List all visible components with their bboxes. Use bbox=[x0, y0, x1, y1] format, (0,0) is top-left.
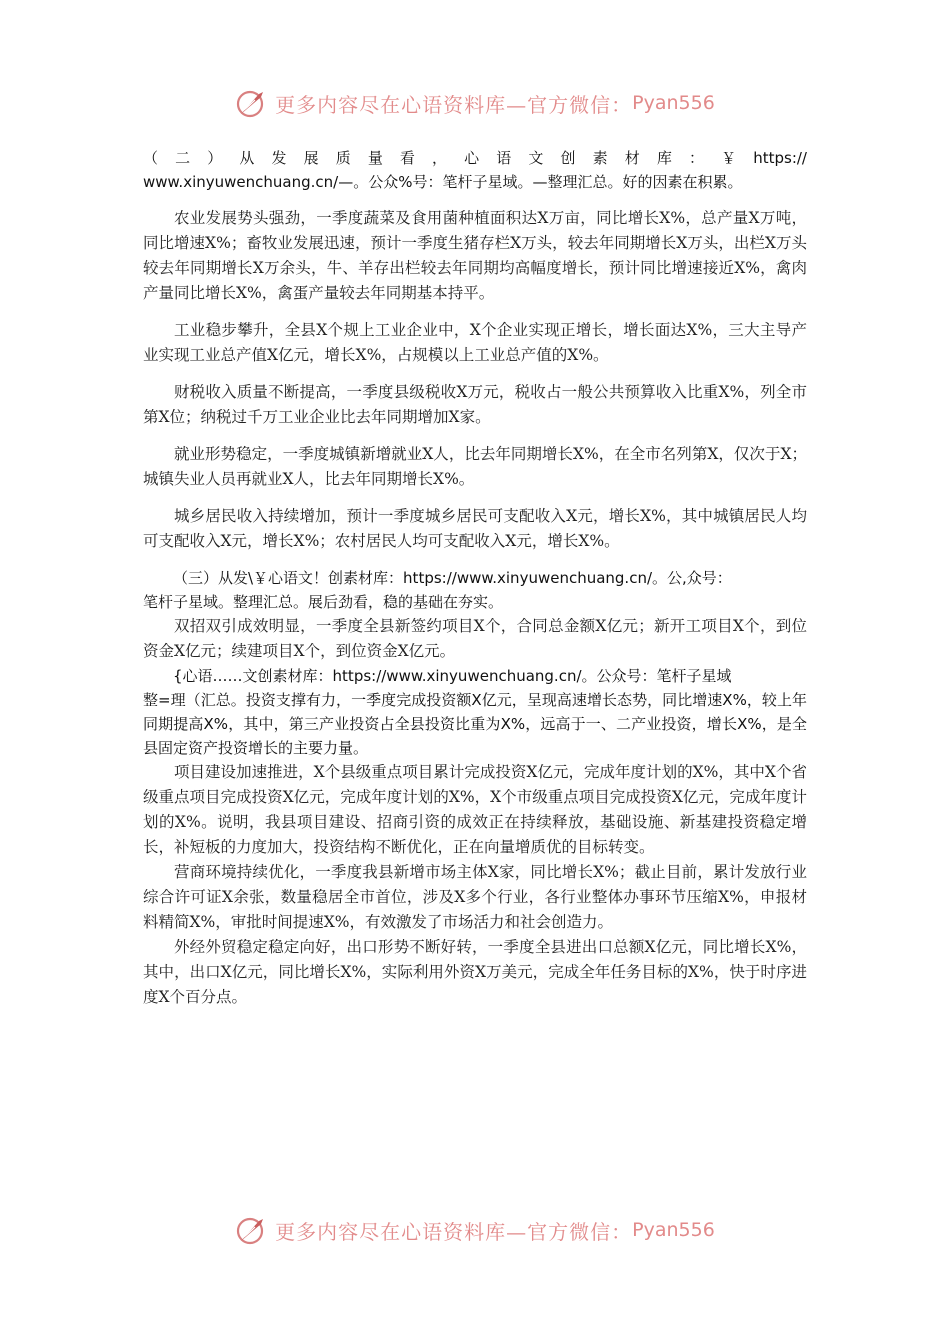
quill-pen-logo-icon bbox=[235, 1213, 269, 1247]
header-banner bbox=[0, 83, 950, 123]
banner-wechat-id: Pyan556 bbox=[632, 92, 715, 114]
section-heading-3-line2: 笔杆子星域。整理汇总。展后劲看，稳的基础在夯实。 bbox=[143, 593, 504, 611]
paragraph-income: 城乡居民收入持续增加，预计一季度城乡居民可支配收入X元，增长X%，其中城镇居民人均可支配收入X元，增长X%；农村居民人均可支配收入X元，增长X%。 bbox=[143, 507, 807, 550]
section-heading-2-line2: www.xinyuwenchuang.cn/—。公众%号：笔杆子星域。—整理汇总。好的因素在积累。 bbox=[143, 173, 743, 191]
document-body bbox=[143, 146, 807, 1010]
paragraph-employment: 就业形势稳定，一季度城镇新增就业X人，比去年同期增长X%，在全市名列第X，仅次于X；城镇失业人员再就业X人，比去年同期增长X%。 bbox=[143, 445, 807, 488]
paragraph-investment-attraction: 双招双引成效明显，一季度全县新签约项目X个，合同总金额X亿元；新开工项目X个，到位资金X亿元；续建项目X个，到位资金X亿元。 bbox=[143, 617, 807, 660]
section-heading-2-line1: （二）从发展质量看，心语文创素材库：￥https:// bbox=[143, 149, 807, 167]
paragraph-foreign-trade: 外经外贸稳定稳定向好，出口形势不断好转，一季度全县进出口总额X亿元，同比增长X%，其中，出口X亿元，同比增长X%，实际利用外资X万美元，完成全年任务目标的X%，快于时序进度X个百分点。 bbox=[143, 938, 807, 1006]
paragraph-business-environment: 营商环境持续优化，一季度我县新增市场主体X家，同比增长X%；截止目前，累计发放行业综合许可证X余张，数量稳居全市首位，涉及X多个行业，各行业整体办事环节压缩X%，申报材料精简X%，审批时间提速X%，有效激发了市场活力和社会创造力。 bbox=[143, 863, 807, 931]
paragraph-tax: 财税收入质量不断提高，一季度县级税收X万元，税收占一般公共预算收入比重X%，列全市第X位；纳税过千万工业企业比去年同期增加X家。 bbox=[143, 383, 807, 426]
paragraph-projects: 项目建设加速推进，X个县级重点项目累计完成投资X亿元，完成年度计划的X%，其中X个省级重点项目完成投资X亿元，完成年度计划的X%，X个市级重点项目完成投资X亿元，完成年度计划的X%。说明，我县项目建设、招商引资的成效正在持续释放，基础设施、新基建投资稳定增长，补短板的力度加大，投资结构不断优化，正在向量增质优的目标转变。 bbox=[143, 763, 807, 856]
banner-text: 更多内容尽在心语资料库—官方微信： bbox=[275, 1219, 633, 1244]
section-heading-3-line1: （三）从发\￥心语文！创素材库：https://www.xinyuwenchuang.cn/。公,众号： bbox=[173, 569, 732, 587]
banner-wechat-id: Pyan556 bbox=[632, 1219, 715, 1241]
paragraph-investment-rest: 整=理（汇总。投资支撑有力，一季度完成投资额X亿元，呈现高速增长态势，同比增速X%，较上年同期提高X%，其中，第三产业投资占全县投资比重为X%，远高于一、二产业投资，增长X%，是全县固定资产投资增长的主要力量。 bbox=[143, 691, 807, 757]
paragraph-agriculture: 农业发展势头强劲，一季度蔬菜及食用菌种植面积达X万亩，同比增长X%，总产量X万吨，同比增速X%；畜牧业发展迅速，预计一季度生猪存栏X万头，较去年同期增长X万头，出栏X万头较去年同期增长X万余头，牛、羊存出栏较去年同期均高幅度增长，预计同比增速接近X%，禽肉产量同比增长X%，禽蛋产量较去年同期基本持平。 bbox=[143, 209, 807, 302]
banner-text: 更多内容尽在心语资料库—官方微信： bbox=[275, 92, 633, 117]
quill-pen-logo-icon bbox=[235, 86, 269, 120]
paragraph-investment-line1: {心语……文创素材库：https://www.xinyuwenchuang.cn/。公众号：笔杆子星域 bbox=[173, 667, 732, 685]
paragraph-industry: 工业稳步攀升，全县X个规上工业企业中，X个企业实现正增长，增长面达X%，三大主导产业实现工业总产值X亿元，增长X%，占规模以上工业总产值的X%。 bbox=[143, 321, 807, 364]
footer-banner bbox=[0, 1210, 950, 1250]
